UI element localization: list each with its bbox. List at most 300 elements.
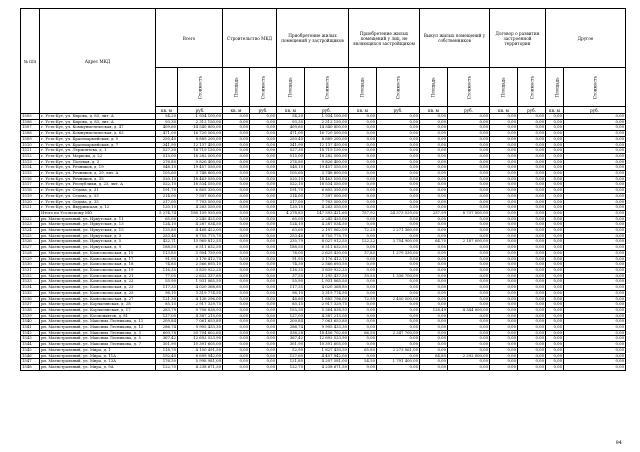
sub-header-cost: Стоимость: [377, 68, 420, 107]
value-cell: 0,00: [349, 285, 377, 291]
value-cell: 0,00: [250, 336, 277, 342]
value-cell: 0,00: [223, 148, 250, 154]
value-cell: 0,00: [377, 336, 420, 342]
value-cell: 0,00: [377, 153, 420, 159]
unit-cell: руб.: [564, 107, 626, 114]
value-cell: 0,00: [420, 165, 448, 171]
row-number-cell: 1527: [21, 245, 40, 251]
value-cell: 0,00: [377, 262, 420, 268]
row-number-cell: 1539: [21, 313, 40, 319]
value-cell: 0,00: [448, 182, 490, 188]
value-cell: 91,95: [156, 256, 178, 262]
value-cell: 0,00: [349, 262, 377, 268]
value-cell: 0,00: [223, 347, 250, 353]
value-cell: 0,00: [518, 290, 546, 296]
value-cell: 0,00: [420, 159, 448, 165]
value-cell: 18 463 550,00: [178, 176, 223, 182]
value-cell: 191,70: [277, 188, 305, 194]
value-cell: 0,00: [564, 267, 626, 273]
value-cell: 0,00: [518, 325, 546, 331]
address-cell: рп. Магистральный, ул. Мира, д. 11А: [40, 353, 156, 359]
value-cell: 1 931 065,50: [178, 279, 223, 285]
value-cell: 0,00: [420, 199, 448, 205]
value-cell: 0,00: [420, 336, 448, 342]
value-cell: 0,00: [518, 171, 546, 177]
value-cell: 0,00: [420, 228, 448, 234]
value-cell: 0,00: [223, 131, 250, 137]
value-cell: 0,00: [448, 216, 490, 222]
value-cell: 0,00: [490, 171, 518, 177]
value-cell: 0,00: [546, 285, 564, 291]
value-cell: 93,30: [277, 119, 305, 125]
value-cell: 5 274,74: [156, 210, 178, 216]
value-cell: 0,00: [546, 222, 564, 228]
value-cell: 18 463 550,00: [305, 176, 349, 182]
value-cell: 0,00: [518, 125, 546, 131]
value-cell: 0,00: [420, 188, 448, 194]
value-cell: 0,00: [490, 262, 518, 268]
value-cell: 0,00: [518, 250, 546, 256]
value-cell: 0,00: [420, 319, 448, 325]
value-cell: 0,00: [250, 239, 277, 245]
value-cell: 0,00: [518, 307, 546, 313]
value-cell: 0,00: [564, 148, 626, 154]
value-cell: 0,00: [546, 325, 564, 331]
value-cell: 0,00: [564, 347, 626, 353]
value-cell: 0,00: [448, 199, 490, 205]
value-cell: 0,00: [490, 136, 518, 142]
value-cell: 0,00: [420, 216, 448, 222]
address-cell: рп. Магистральный, ул. Иркутская, д. 5: [40, 239, 156, 245]
value-cell: 0,00: [349, 336, 377, 342]
value-cell: 0,00: [377, 353, 420, 359]
value-cell: 4 407 942,00: [305, 353, 349, 359]
value-cell: 0,00: [377, 313, 420, 319]
value-cell: 4 207 581,00: [305, 359, 349, 365]
value-cell: 0,00: [223, 171, 250, 177]
value-cell: 0,00: [546, 205, 564, 211]
value-cell: 0,00: [490, 159, 518, 165]
group-header-developers: Приобретение жилых помещений у застройщиков: [277, 9, 349, 68]
value-cell: 37,85: [349, 250, 377, 256]
value-cell: 0,00: [546, 131, 564, 137]
value-cell: 214,00: [156, 193, 178, 199]
value-cell: 0,00: [420, 273, 448, 279]
value-cell: 105,60: [156, 171, 178, 177]
value-cell: 0,00: [377, 125, 420, 131]
value-cell: 0,00: [546, 330, 564, 336]
value-cell: 0,00: [223, 273, 250, 279]
value-cell: 0,00: [420, 290, 448, 296]
sub-header-cost: Стоимость: [305, 68, 349, 107]
table-body: [21, 114, 626, 371]
value-cell: 4 344 000,00: [448, 307, 490, 313]
value-cell: 0,00: [490, 153, 518, 159]
value-cell: 0,00: [518, 313, 546, 319]
value-cell: 1 336 700,00: [377, 273, 420, 279]
value-cell: 0,00: [420, 279, 448, 285]
value-cell: 124,10: [156, 222, 178, 228]
value-cell: 2 632 337,60: [178, 273, 223, 279]
page-number: 94: [615, 440, 622, 446]
value-cell: 0,00: [250, 267, 277, 273]
value-cell: 0,00: [377, 119, 420, 125]
value-cell: 0,00: [546, 319, 564, 325]
value-cell: 0,00: [518, 176, 546, 182]
value-cell: 4 238 671,50: [305, 364, 349, 370]
value-cell: 0,00: [546, 307, 564, 313]
value-cell: 192,40: [156, 353, 178, 359]
value-cell: 0,00: [564, 216, 626, 222]
value-cell: 3 839 922,25: [305, 267, 349, 273]
value-cell: 6 511 632,50: [178, 245, 223, 251]
value-cell: 0,00: [448, 273, 490, 279]
value-cell: 0,00: [223, 205, 250, 211]
value-cell: 0,00: [490, 188, 518, 194]
value-cell: 191,70: [156, 188, 178, 194]
address-cell: рп. Магистральный, ул. Корчагинская, д. 17: [40, 307, 156, 313]
value-cell: 0,00: [518, 245, 546, 251]
value-cell: 121,30: [156, 296, 178, 302]
value-cell: 9 708 838,93: [178, 307, 223, 313]
value-cell: 0,00: [564, 125, 626, 131]
value-cell: 0,00: [490, 364, 518, 370]
value-cell: 0,00: [377, 302, 420, 308]
value-cell: 18 719 150,00: [178, 148, 223, 154]
value-cell: 1 791 400,00: [377, 359, 420, 365]
value-cell: 0,00: [349, 182, 377, 188]
value-cell: 0,00: [518, 210, 546, 216]
value-cell: 0,00: [448, 347, 490, 353]
value-cell: 0,00: [349, 125, 377, 131]
value-cell: 0,00: [420, 131, 448, 137]
row-number-cell: 1534: [21, 285, 40, 291]
value-cell: 0,00: [250, 302, 277, 308]
value-cell: 0,00: [518, 165, 546, 171]
value-cell: 0,00: [546, 210, 564, 216]
value-cell: 0,00: [546, 188, 564, 194]
row-number-cell: 1537: [21, 302, 40, 308]
row-number-cell: 1515: [21, 171, 40, 177]
value-cell: 0,00: [490, 250, 518, 256]
value-cell: 0,00: [564, 182, 626, 188]
value-cell: 0,00: [564, 330, 626, 336]
value-cell: 0,00: [564, 222, 626, 228]
value-cell: 0,00: [564, 256, 626, 262]
value-cell: 2 273 061,00: [377, 347, 420, 353]
value-cell: 0,00: [448, 302, 490, 308]
value-cell: 0,00: [518, 336, 546, 342]
value-cell: 0,00: [349, 245, 377, 251]
value-cell: 0,00: [490, 199, 518, 205]
value-cell: 18 534 550,00: [305, 182, 349, 188]
value-cell: 18 534 550,00: [178, 182, 223, 188]
value-cell: 0,00: [546, 256, 564, 262]
value-cell: 0,00: [564, 279, 626, 285]
value-cell: 0,00: [349, 193, 377, 199]
row-number-cell: 1512: [21, 153, 40, 159]
value-cell: 64,80: [420, 353, 448, 359]
value-cell: 113,85: [156, 250, 178, 256]
value-cell: 0,00: [448, 267, 490, 273]
value-cell: 135,80: [156, 228, 178, 234]
value-cell: 1 934 100,00: [305, 114, 349, 120]
value-cell: 0,00: [564, 210, 626, 216]
value-cell: 0,00: [564, 319, 626, 325]
value-cell: 0,00: [490, 239, 518, 245]
value-cell: 0,00: [420, 222, 448, 228]
row-number-cell: 1517: [21, 182, 40, 188]
value-cell: 0,00: [490, 176, 518, 182]
value-cell: 0,00: [518, 285, 546, 291]
value-cell: 0,00: [490, 273, 518, 279]
address-cell: рп. Магистральный, ул. Иркутская, д. 9: [40, 245, 156, 251]
value-cell: 0,00: [564, 273, 626, 279]
value-cell: 0,00: [546, 114, 564, 120]
unit-cell: руб.: [448, 107, 490, 114]
value-cell: 0,00: [546, 267, 564, 273]
value-cell: 96,10: [277, 290, 305, 296]
value-cell: 2 187 000,00: [448, 239, 490, 245]
value-cell: 276,80: [156, 159, 178, 165]
sub-header-resettled-area: [156, 68, 178, 107]
value-cell: 0,00: [490, 131, 518, 137]
unit-cell: кв. м: [420, 107, 448, 114]
value-cell: 0,00: [564, 199, 626, 205]
value-cell: 250,40: [277, 136, 305, 142]
value-cell: 0,00: [448, 330, 490, 336]
value-cell: 209,84: [277, 319, 305, 325]
value-cell: 0,00: [377, 142, 420, 148]
value-cell: 214,00: [277, 193, 305, 199]
value-cell: 16 720 500,00: [305, 131, 349, 137]
value-cell: 0,00: [349, 136, 377, 142]
value-cell: 0,00: [250, 290, 277, 296]
value-cell: 0,00: [518, 233, 546, 239]
row-number-cell: 1526: [21, 239, 40, 245]
value-cell: 116,35: [156, 267, 178, 273]
value-cell: 0,00: [564, 171, 626, 177]
value-cell: 0,00: [448, 290, 490, 296]
row-number-cell: 1535: [21, 290, 40, 296]
value-cell: 65,00: [277, 216, 305, 222]
value-cell: 65,00: [156, 216, 178, 222]
value-cell: 7 061 653,80: [305, 319, 349, 325]
value-cell: 0,00: [250, 171, 277, 177]
value-cell: 0,00: [546, 233, 564, 239]
value-cell: 155,30: [277, 307, 305, 313]
value-cell: 120,10: [156, 205, 178, 211]
row-number-cell: 1508: [21, 131, 40, 137]
unit-cell: руб.: [377, 107, 420, 114]
row-number-cell: 1536: [21, 296, 40, 302]
value-cell: 9 826 400,00: [305, 159, 349, 165]
value-cell: 0,00: [250, 222, 277, 228]
value-cell: 117,35: [277, 285, 305, 291]
value-cell: 0,00: [250, 142, 277, 148]
row-number-cell: 1545: [21, 347, 40, 353]
value-cell: 0,00: [420, 142, 448, 148]
value-cell: 0,00: [564, 239, 626, 245]
value-cell: 0,00: [377, 176, 420, 182]
value-cell: 1 685 796,00: [305, 296, 349, 302]
value-cell: 0,00: [490, 359, 518, 365]
value-cell: 0,00: [546, 250, 564, 256]
value-cell: 0,00: [448, 153, 490, 159]
value-cell: 0,00: [223, 199, 250, 205]
value-cell: 8 737 000,00: [448, 210, 490, 216]
value-cell: 7 597 000,00: [178, 193, 223, 199]
value-cell: 548,10: [277, 165, 305, 171]
value-cell: 276,80: [277, 159, 305, 165]
value-cell: 6 699 942,00: [178, 353, 223, 359]
value-cell: 0,00: [518, 216, 546, 222]
value-cell: 422,71: [156, 239, 178, 245]
value-cell: 0,00: [546, 125, 564, 131]
value-cell: 8 755 775,70: [178, 233, 223, 239]
value-cell: 0,00: [564, 313, 626, 319]
value-cell: 0,00: [250, 330, 277, 336]
value-cell: 0,00: [564, 342, 626, 348]
value-cell: 0,00: [448, 228, 490, 234]
value-cell: 66,50: [349, 330, 377, 336]
value-cell: 0,00: [564, 302, 626, 308]
value-cell: 1 827 430,50: [305, 347, 349, 353]
group-header-other: Другое: [546, 9, 626, 68]
value-cell: 3 176 412,75: [305, 256, 349, 262]
value-cell: 0,00: [377, 188, 420, 194]
value-cell: 127,60: [277, 353, 305, 359]
value-cell: 0,00: [349, 313, 377, 319]
value-cell: 0,00: [448, 256, 490, 262]
value-cell: 0,00: [448, 176, 490, 182]
unit-cell: кв. м: [223, 107, 250, 114]
value-cell: 367,42: [277, 336, 305, 342]
value-cell: 0,00: [518, 199, 546, 205]
value-cell: 5 364 838,93: [305, 307, 349, 313]
value-cell: 0,00: [250, 342, 277, 348]
value-cell: 85,15: [156, 302, 178, 308]
value-cell: 0,00: [377, 319, 420, 325]
value-cell: 4 136 296,00: [178, 296, 223, 302]
value-cell: 6 805 350,00: [178, 188, 223, 194]
value-cell: 0,00: [546, 296, 564, 302]
value-cell: 0,00: [377, 279, 420, 285]
value-cell: 0,00: [564, 262, 626, 268]
value-cell: 118,70: [156, 347, 178, 353]
value-cell: 24 373 529,00: [377, 210, 420, 216]
value-cell: 0,00: [349, 131, 377, 137]
address-cell: рп. Магистральный, ул. Иркутская, д. 13: [40, 222, 156, 228]
value-cell: 0,00: [420, 325, 448, 331]
value-cell: 2 450 500,00: [377, 296, 420, 302]
value-cell: 522,10: [277, 182, 305, 188]
row-number-cell: 1538: [21, 307, 40, 313]
address-cell: г. Усть-Кут, ул. Кирова, д. 83, лит. А: [40, 114, 156, 120]
value-cell: 18 282 500,00: [178, 153, 223, 159]
address-cell: рп. Магистральный, ул. Мира, д. 9А: [40, 364, 156, 370]
value-cell: 0,00: [349, 290, 377, 296]
value-cell: 0,00: [518, 296, 546, 302]
value-cell: 0,00: [377, 285, 420, 291]
value-cell: 0,00: [448, 233, 490, 239]
value-cell: 0,00: [349, 233, 377, 239]
value-cell: 0,00: [518, 136, 546, 142]
value-cell: 0,00: [546, 176, 564, 182]
value-cell: 0,00: [448, 136, 490, 142]
value-cell: 0,00: [250, 233, 277, 239]
value-cell: 0,00: [349, 159, 377, 165]
value-cell: 757,92: [349, 210, 377, 216]
value-cell: 0,00: [490, 182, 518, 188]
value-cell: 0,00: [564, 290, 626, 296]
value-cell: 128,49: [420, 307, 448, 313]
value-cell: 0,00: [490, 148, 518, 154]
sub-header-area: Площадь: [223, 68, 250, 107]
value-cell: 18 719 150,00: [305, 148, 349, 154]
unit-cell: кв. м: [349, 107, 377, 114]
address-cell: г. Усть-Кут, ул. Кирова, д. 83, лит. А: [40, 119, 156, 125]
value-cell: 0,00: [564, 131, 626, 137]
value-cell: 0,00: [448, 148, 490, 154]
address-cell: рп. Магистральный, ул. Иркутская, д. 3: [40, 233, 156, 239]
value-cell: 0,00: [518, 342, 546, 348]
value-cell: 0,00: [448, 364, 490, 370]
value-cell: 548,10: [156, 165, 178, 171]
value-cell: 14 540 800,00: [305, 125, 349, 131]
value-cell: 0,00: [518, 114, 546, 120]
value-cell: 0,00: [546, 353, 564, 359]
value-cell: 0,00: [518, 228, 546, 234]
value-cell: 0,00: [420, 359, 448, 365]
row-number-cell: 1530: [21, 262, 40, 268]
value-cell: 0,00: [546, 239, 564, 245]
address-cell: рп. Магистральный, ул. Иркутская, д. 11: [40, 216, 156, 222]
value-cell: 0,00: [250, 159, 277, 165]
value-cell: 0,00: [420, 119, 448, 125]
address-cell: рп. Магистральный, ул. Комсомольская, д. 25: [40, 290, 156, 296]
value-cell: 0,00: [377, 216, 420, 222]
value-cell: 0,00: [518, 131, 546, 137]
unit-cell: руб.: [305, 107, 349, 114]
value-cell: 3 748 800,00: [305, 171, 349, 177]
address-cell: г. Усть-Кут, ул. Речников, д. 35: [40, 176, 156, 182]
value-cell: 0,00: [546, 216, 564, 222]
value-cell: 0,00: [250, 250, 277, 256]
address-cell: г. Усть-Кут, ул. Якуримская, д. 12: [40, 205, 156, 211]
value-cell: 0,00: [564, 119, 626, 125]
value-cell: 0,00: [448, 165, 490, 171]
value-cell: 0,00: [223, 285, 250, 291]
value-cell: 286,74: [277, 325, 305, 331]
value-cell: 0,00: [377, 136, 420, 142]
address-cell: г. Усть-Кут, ул. Речников, д. 19: [40, 165, 156, 171]
value-cell: 0,00: [518, 319, 546, 325]
value-cell: 0,00: [518, 262, 546, 268]
value-cell: 2 312 150,00: [178, 119, 223, 125]
value-cell: 127,00: [156, 313, 178, 319]
value-cell: 0,00: [223, 302, 250, 308]
value-cell: 0,00: [223, 222, 250, 228]
group-header-construction: Строительство МКД: [223, 9, 277, 68]
address-cell: г. Усть-Кут, ул. Красноармейская, д. 7: [40, 142, 156, 148]
address-cell: рп. Магистральный, ул. Мира, д. 1: [40, 347, 156, 353]
value-cell: 37,50: [277, 273, 305, 279]
row-number-cell: 1522: [21, 216, 40, 222]
value-cell: 0,00: [546, 290, 564, 296]
value-cell: 4 278,83: [277, 210, 305, 216]
address-cell: рп. Магистральный, ул. Максима Лесникова, д. 12: [40, 325, 156, 331]
